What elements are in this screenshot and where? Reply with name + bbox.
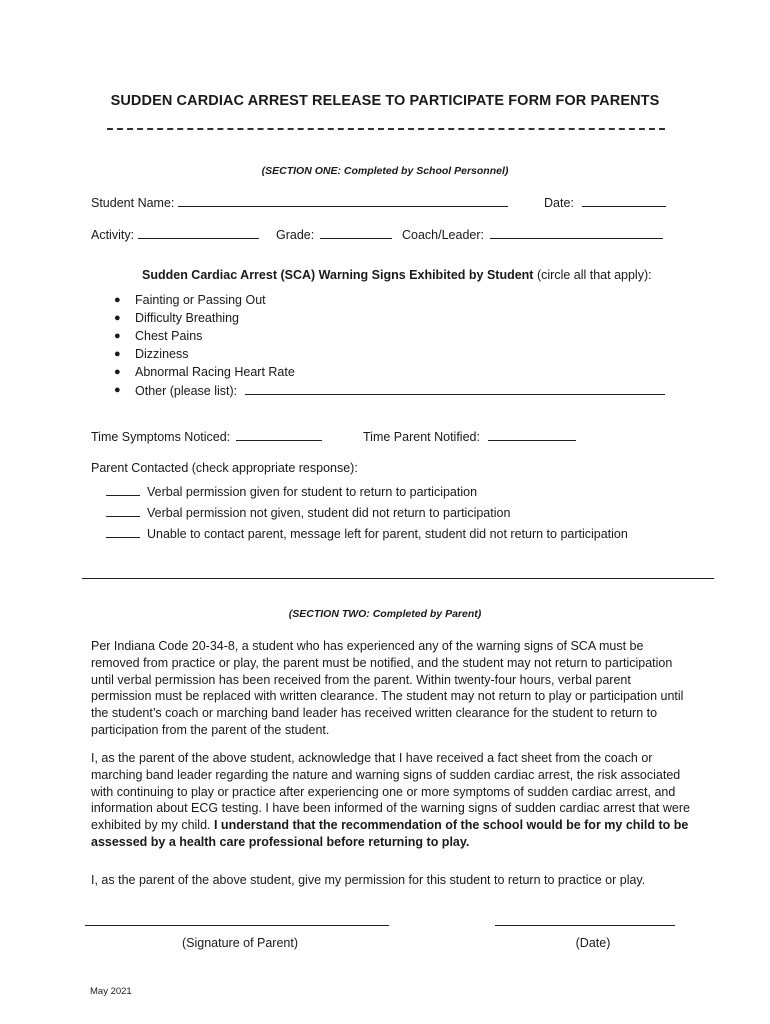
response-option[interactable]: Verbal permission given for student to return to participation xyxy=(106,483,477,499)
signature-date-line[interactable] xyxy=(495,925,675,926)
check-blank[interactable] xyxy=(106,525,140,538)
form-title: SUDDEN CARDIAC ARREST RELEASE TO PARTICIPATE FORM FOR PARENTS xyxy=(110,93,660,109)
warning-signs-list xyxy=(113,291,665,399)
section-divider xyxy=(82,578,714,579)
date-field[interactable] xyxy=(544,193,666,210)
check-blank[interactable] xyxy=(106,504,140,517)
student-name-field[interactable] xyxy=(91,193,508,210)
student-name-label: Student Name: xyxy=(91,196,175,210)
list-item[interactable]: ● Fainting or Passing Out xyxy=(114,293,266,307)
indiana-code-paragraph: Per Indiana Code 20-34-8, a student who has experienced any of the warning signs of SCA must be removed from practice or play, the parent must be notified, and the student may not return to participation until verbal permission has been received from the parent. Within twenty-four hours, verbal parent permission must be replaced with written clearance. The student may not return to play or participation until the student’s coach or marching band leader has received written clearance for the student to return to participation from the parent of the student. xyxy=(91,639,684,737)
recommendation-text: I understand that the recommendation of the school would be for my child to be assessed by a health care professional before returning to play. xyxy=(91,818,689,849)
bullet-icon: ● xyxy=(114,348,121,360)
list-item[interactable]: ● Dizziness xyxy=(114,347,189,361)
student-name-blank[interactable] xyxy=(178,193,508,207)
activity-field[interactable] xyxy=(91,225,259,242)
warning-heading-bold: Sudden Cardiac Arrest (SCA) Warning Signs Exhibited by Student xyxy=(142,268,534,282)
activity-label: Activity: xyxy=(91,228,135,242)
time-symptoms-blank[interactable] xyxy=(236,427,322,441)
response-option[interactable]: Verbal permission not given, student did not return to participation xyxy=(106,504,510,520)
warning-signs-heading xyxy=(142,268,652,282)
warning-heading-normal: (circle all that apply): xyxy=(536,268,652,282)
time-parent-label: Time Parent Notified: xyxy=(363,430,480,444)
check-blank[interactable] xyxy=(106,483,140,496)
bullet-icon: ● xyxy=(114,330,121,342)
list-item[interactable]: ● Other (please list): xyxy=(113,381,665,399)
time-symptoms-label: Time Symptoms Noticed: xyxy=(91,430,231,444)
time-parent-field[interactable] xyxy=(363,427,576,444)
section-two-heading: (SECTION TWO: Completed by Parent) xyxy=(288,608,482,620)
time-symptoms-field[interactable] xyxy=(91,427,322,444)
list-item[interactable]: ● Difficulty Breathing xyxy=(114,311,239,325)
permission-statement: I, as the parent of the above student, give my permission for this student to return to practice or play. xyxy=(91,873,646,887)
grade-blank[interactable] xyxy=(320,225,392,239)
signature-line[interactable] xyxy=(85,925,389,926)
other-blank[interactable] xyxy=(245,381,665,395)
acknowledgement-paragraph: I, as the parent of the above student, acknowledge that I have received a fact sheet from the coach or marching band leader regarding the nature and warning signs of sudden cardiac arrest, the risk associated with continuing to play or practice after experiencing one or more symptoms of sudden cardiac arrest, and information about ECG testing. I have been informed of the warning signs of sudden cardiac arrest that were exhibited by my child. I understand that the recommendation of the school would be for my child to be assessed by a health care professional before returning to play. xyxy=(91,751,690,849)
coach-field[interactable] xyxy=(402,225,663,242)
response-option[interactable]: Unable to contact parent, message left for parent, student did not return to participation xyxy=(106,525,628,541)
bullet-icon: ● xyxy=(114,294,121,306)
time-parent-blank[interactable] xyxy=(488,427,576,441)
list-item[interactable]: ● Chest Pains xyxy=(114,329,203,343)
activity-blank[interactable] xyxy=(138,225,259,239)
bullet-icon: ● xyxy=(114,384,121,396)
coach-blank[interactable] xyxy=(490,225,663,239)
grade-field[interactable] xyxy=(276,225,392,242)
parent-contacted-label: Parent Contacted (check appropriate response): xyxy=(91,461,358,475)
bullet-icon: ● xyxy=(114,366,121,378)
list-item[interactable]: ● Abnormal Racing Heart Rate xyxy=(114,365,295,379)
date-label: Date: xyxy=(544,196,574,210)
date-blank[interactable] xyxy=(582,193,666,207)
grade-label: Grade: xyxy=(276,228,315,242)
signature-date-label: (Date) xyxy=(575,936,611,950)
coach-label: Coach/Leader: xyxy=(402,228,485,242)
section-one-heading: (SECTION ONE: Completed by School Personnel) xyxy=(261,165,509,177)
signature-label: (Signature of Parent) xyxy=(181,936,299,950)
dashed-divider xyxy=(107,128,665,130)
bullet-icon: ● xyxy=(114,312,121,324)
footer-date: May 2021 xyxy=(90,986,132,997)
